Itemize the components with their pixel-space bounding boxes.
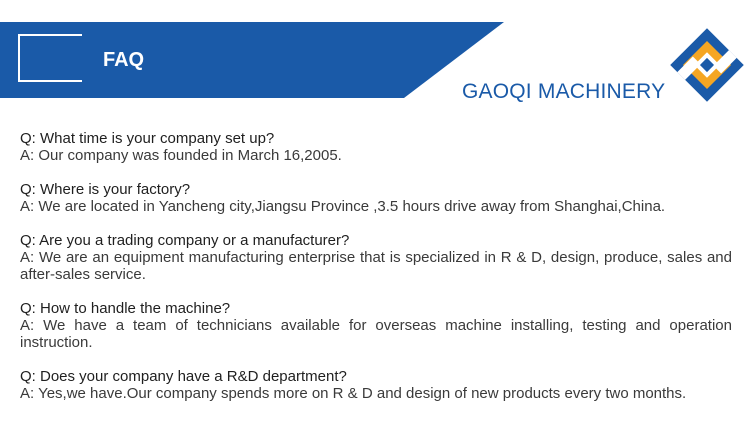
faq-item xyxy=(20,300,732,351)
faq-question: Q: Does your company have a R&D department? xyxy=(20,368,347,385)
gaoqi-logo-icon xyxy=(668,26,746,104)
faq-question: Q: Where is your factory? xyxy=(20,181,191,198)
faq-list xyxy=(20,130,732,419)
faq-question: Q: How to handle the machine? xyxy=(20,300,231,317)
page-title: FAQ xyxy=(103,49,145,71)
faq-answer: A: We are an equipment manufacturing enterprise that is specialized in R & D, design, produce, sales and after-sales service. xyxy=(20,249,732,283)
faq-answer: A: Our company was founded in March 16,2005. xyxy=(20,147,342,164)
faq-banner xyxy=(0,0,750,103)
faq-item xyxy=(20,130,732,164)
faq-answer: A: We have a team of technicians available for overseas machine installing, testing and operation instruction. xyxy=(20,317,732,351)
faq-item xyxy=(20,232,732,283)
faq-title-frame xyxy=(18,34,82,82)
faq-item xyxy=(20,181,732,215)
faq-item xyxy=(20,368,732,402)
faq-answer: A: We are located in Yancheng city,Jiangsu Province ,3.5 hours drive away from Shanghai,China. xyxy=(20,198,666,215)
faq-question: Q: What time is your company set up? xyxy=(20,130,275,147)
faq-answer: A: Yes,we have.Our company spends more on R & D and design of new products every two months. xyxy=(20,385,687,402)
brand-name: GAOQI MACHINERY xyxy=(462,80,666,103)
faq-question: Q: Are you a trading company or a manufacturer? xyxy=(20,232,350,249)
